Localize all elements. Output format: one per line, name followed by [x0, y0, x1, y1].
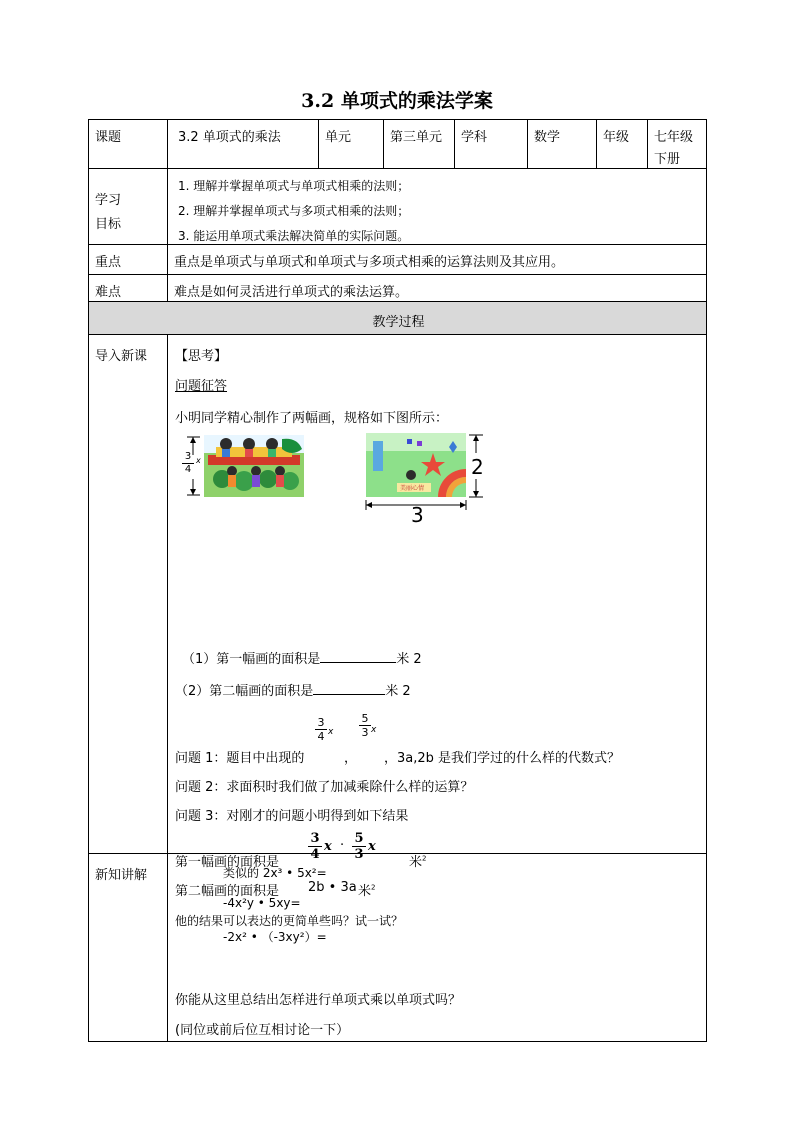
pic1-height-var: x: [196, 456, 201, 465]
grade-cell: [647, 119, 707, 169]
label-subject: 学科: [461, 130, 488, 145]
process-header-cell: [88, 301, 707, 335]
pic1-height-fraction: [182, 452, 194, 475]
difficulty-label-cell: [88, 274, 168, 302]
area-question-1: [182, 648, 422, 667]
result2-sup: 2: [371, 883, 376, 892]
goals-label-line1: 学习: [95, 193, 122, 208]
key-point-cell: [167, 244, 707, 275]
frac2-num: 5: [359, 713, 371, 726]
label-grade-cell: [596, 119, 648, 169]
pic1-height-den: 4: [184, 464, 192, 475]
label-subject-cell: [454, 119, 528, 169]
result-1-label: 第一幅画的面积是: [175, 855, 280, 870]
goals-cell: [167, 168, 707, 245]
question1-fraction-2: [359, 713, 371, 738]
goal-item: 2. 理解并掌握单项式与多项式相乘的法则；: [178, 204, 410, 218]
example-2: -4x²y • 5xy=: [223, 896, 301, 910]
picture-2: [363, 433, 503, 525]
result1-frac2-var: x: [368, 839, 376, 854]
unit-value: 第三单元: [390, 130, 443, 145]
frac1-num: 3: [315, 717, 327, 730]
pic2-height: 2: [471, 455, 484, 479]
q1-text: （1）第一幅画的面积是: [182, 652, 321, 667]
result1-frac2-den: 3: [354, 847, 364, 862]
lesson-table: [88, 119, 707, 1042]
new-knowledge-label-cell: [88, 853, 168, 1042]
pic2-width: 3: [411, 503, 424, 527]
label-grade: 年级: [603, 130, 630, 145]
difficulty-cell: [167, 274, 707, 302]
result2-unit-text: 米: [358, 884, 372, 899]
result1-sup: 2: [422, 854, 427, 863]
grade-line1: 七年级: [654, 130, 694, 145]
label-unit-cell: [318, 119, 384, 169]
page-title: 3.2 单项式的乘法学案: [301, 90, 493, 112]
key-point-label-cell: [88, 244, 168, 275]
label-course-cell: [88, 119, 168, 169]
result1-frac1-den: 4: [310, 847, 320, 862]
pic1-height-num: 3: [182, 452, 194, 464]
question1-fraction-1: [315, 717, 327, 742]
result1-dot: ·: [340, 838, 345, 853]
subject-value: 数学: [534, 130, 561, 145]
picture-1: [182, 435, 312, 505]
example-1: 类似的 2x³ • 5x²=: [223, 866, 327, 880]
frac1-var: x: [328, 727, 334, 737]
question-1-prefix: 问题 1：题目中出现的: [175, 751, 305, 766]
course-cell: [167, 119, 319, 169]
result1-frac1-var: x: [324, 839, 332, 854]
simplify-question: 他的结果可以表达的更简单些吗？试一试？: [175, 914, 404, 928]
process-header: 教学过程: [372, 315, 425, 330]
difficulty-label: 难点: [95, 285, 122, 300]
think-heading: 【思考】: [175, 349, 228, 364]
result2-expr: 2b • 3a: [308, 880, 357, 895]
question-1-suffix: ，3a,2b 是我们学过的什么样的代数式？: [384, 751, 621, 766]
frac2-den: 3: [361, 726, 369, 739]
unit-cell: [383, 119, 455, 169]
area-question-2: [175, 680, 411, 699]
q2-text: （2）第二幅画的面积是: [175, 684, 314, 699]
grade-line2: 下册: [654, 152, 681, 167]
goals-label-line2: 目标: [95, 217, 122, 232]
frac1-den: 4: [317, 730, 325, 743]
intro-label-cell: [88, 334, 168, 854]
picture-2-svg: [363, 433, 503, 525]
result1-frac2-num: 5: [352, 832, 366, 847]
subject-cell: [527, 119, 597, 169]
intro-label: 导入新课: [95, 349, 148, 364]
pic2-caption: 美丽心情: [400, 485, 425, 492]
discuss-note: (同位或前后位互相讨论一下）: [175, 1023, 350, 1038]
question-2: 问题 2：求面积时我们做了加减乘除什么样的运算？: [175, 780, 474, 795]
label-course: 课题: [95, 130, 122, 145]
q1-blank[interactable]: [320, 650, 396, 663]
new-knowledge-label: 新知讲解: [95, 868, 148, 883]
result1-frac1-num: 3: [308, 832, 322, 847]
goal-item: 1. 理解并掌握单项式与单项式相乘的法则；: [178, 179, 410, 193]
key-point-label: 重点: [95, 255, 122, 270]
new-knowledge-cell: [167, 853, 707, 1042]
summary-question: 你能从这里总结出怎样进行单项式乘以单项式吗？: [175, 993, 462, 1008]
key-point-text: 重点是单项式与单项式和单项式与多项式相乘的运算法则及其应用。: [174, 255, 565, 270]
goals-label-cell: [88, 168, 168, 245]
example-3: -2x² • （-3xy²）=: [223, 930, 327, 944]
question1-comma: ，: [344, 751, 358, 766]
difficulty-text: 难点是如何灵活进行单项式的乘法运算。: [174, 285, 409, 300]
result-2-label: 第二幅画的面积是: [175, 884, 280, 899]
frac2-var: x: [371, 725, 377, 735]
q2-unit: 米 2: [385, 684, 411, 699]
story-text: 小明同学精心制作了两幅画，规格如下图所示：: [175, 411, 449, 426]
course-name: 3.2 单项式的乘法: [178, 130, 281, 145]
problem-title: 问题征答: [175, 379, 228, 394]
question-3: 问题 3：对刚才的问题小明得到如下结果: [175, 809, 409, 824]
q1-unit: 米 2: [396, 652, 422, 667]
q2-blank[interactable]: [313, 682, 385, 695]
result1-unit-text: 米: [409, 855, 423, 870]
picture-1-svg: [182, 435, 312, 505]
goal-item: 3. 能运用单项式乘法解决简单的实际问题。: [178, 229, 410, 243]
label-unit: 单元: [325, 130, 352, 145]
